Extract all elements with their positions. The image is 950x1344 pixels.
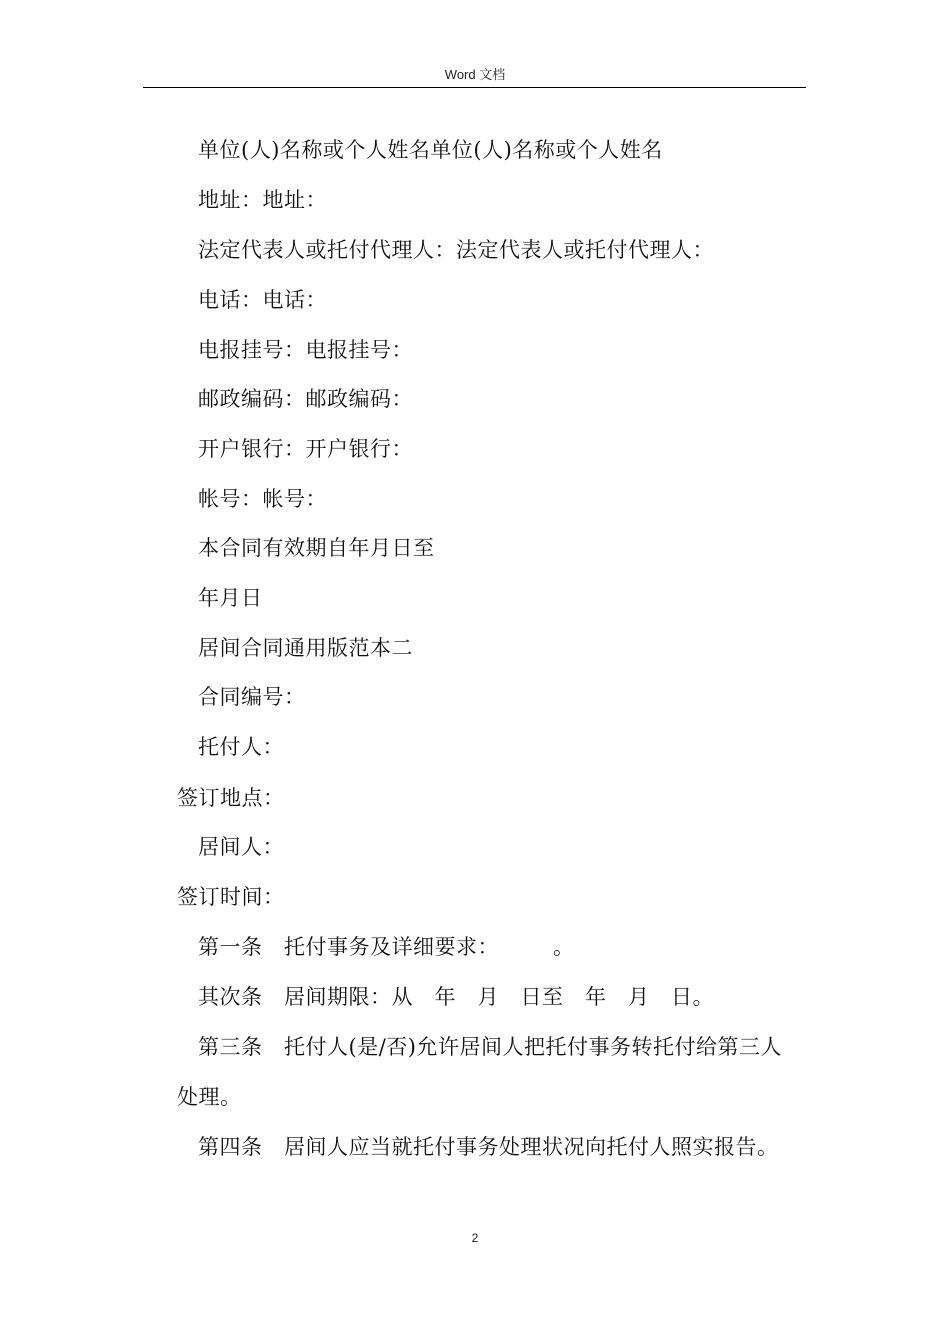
text-line-telegraph: 电报挂号：电报挂号：	[198, 338, 413, 362]
page-number: 2	[471, 1231, 479, 1245]
text-line-intermediary: 居间人：	[198, 835, 284, 859]
text-line-signing-place: 签订地点：	[177, 786, 285, 810]
text-line-signing-time: 签订时间：	[177, 885, 285, 909]
text-line-account: 帐号：帐号：	[198, 487, 327, 511]
text-line-bank: 开户银行：开户银行：	[198, 437, 413, 461]
article-3: 第三条 托付人(是/否)允许居间人把托付事务转托付给第三人	[198, 1035, 782, 1059]
article-3-continuation: 处理。	[177, 1085, 242, 1109]
article-2: 其次条 居间期限：从 年 月 日至 年 月 日。	[198, 985, 714, 1009]
text-line-principal: 托付人：	[198, 735, 284, 759]
text-line-legal-representative: 法定代表人或托付代理人：法定代表人或托付代理人：	[198, 238, 714, 262]
article-1: 第一条 托付事务及详细要求： 。	[198, 935, 575, 959]
article-4: 第四条 居间人应当就托付事务处理状况向托付人照实报告。	[198, 1135, 779, 1159]
text-line-address: 地址：地址：	[198, 188, 327, 212]
text-line-date: 年月日	[198, 586, 263, 610]
page-header: Word 文档	[444, 67, 506, 82]
text-line-phone: 电话：电话：	[198, 288, 327, 312]
text-line-postal-code: 邮政编码：邮政编码：	[198, 387, 413, 411]
text-line-unit-name: 单位(人)名称或个人姓名单位(人)名称或个人姓名	[198, 138, 663, 162]
text-line-validity: 本合同有效期自年月日至	[198, 536, 435, 560]
section-title: 居间合同通用版范本二	[198, 636, 413, 660]
text-line-contract-number: 合同编号：	[198, 685, 306, 709]
